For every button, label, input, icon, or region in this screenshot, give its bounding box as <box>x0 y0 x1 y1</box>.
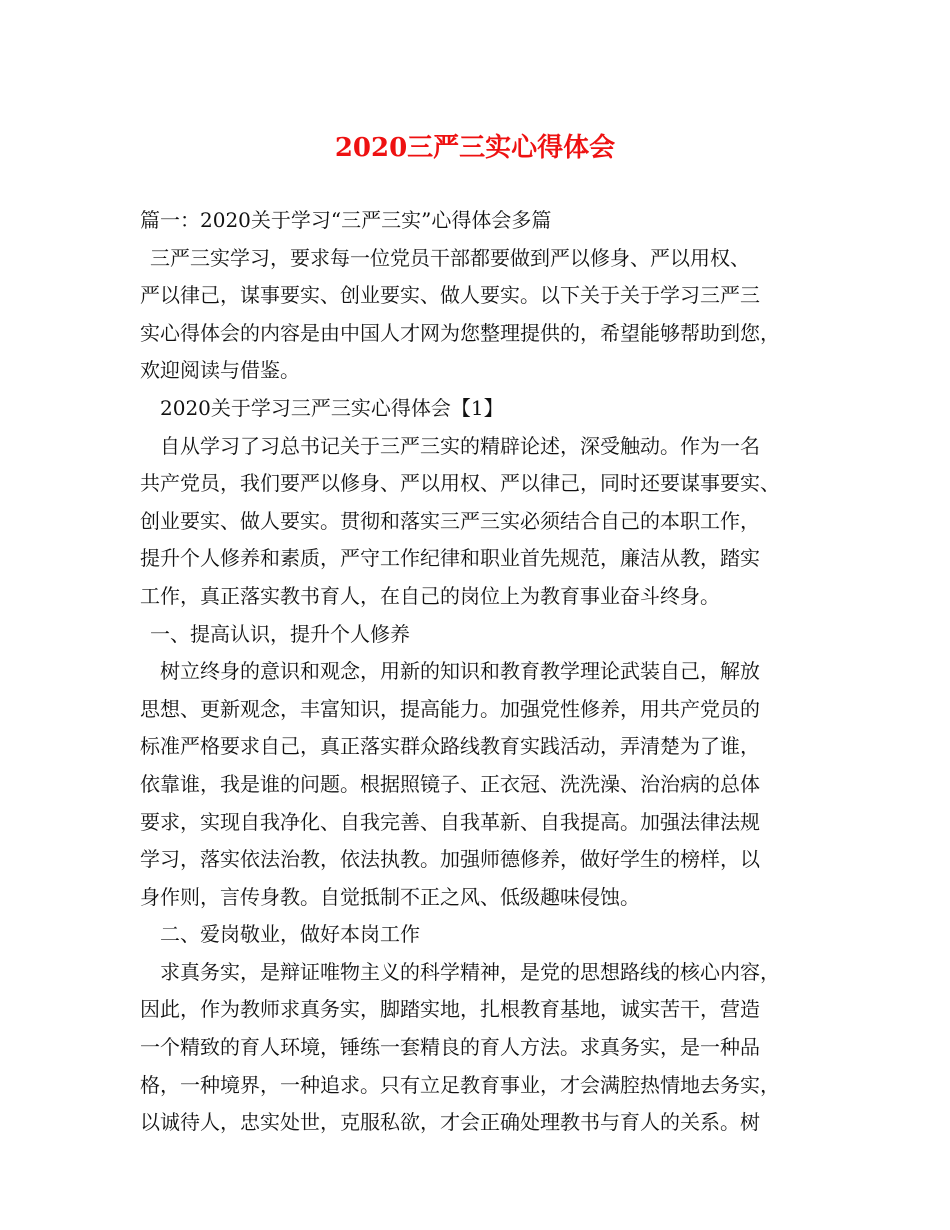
page-title: 2020三严三实心得体会 <box>334 133 616 163</box>
document-body <box>140 202 820 1142</box>
paragraph-line: 思想、更新观念，丰富知识，提高能力。加强党性修养，用共产党员的 <box>140 696 760 721</box>
paragraph-line: 欢迎阅读与借鉴。 <box>140 358 300 383</box>
section-heading: 二、爱岗敬业，做好本岗工作 <box>160 922 420 947</box>
paragraph-line: 因此，作为教师求真务实，脚踏实地，扎根教育基地，诚实苦干，营造 <box>140 997 760 1022</box>
paragraph-line: 要求，实现自我净化、自我完善、自我革新、自我提高。加强法律法规 <box>140 809 760 834</box>
paragraph-line: 树立终身的意识和观念，用新的知识和教育教学理论武装自己，解放 <box>160 659 760 684</box>
paragraph-line: 提升个人修养和素质，严守工作纪律和职业首先规范，廉洁从教，踏实 <box>140 546 760 571</box>
paragraph-line: 严以律己，谋事要实、创业要实、做人要实。以下关于关于学习三严三 <box>140 283 760 308</box>
paragraph-line: 学习，落实依法治教，依法执教。加强师德修养，做好学生的榜样，以 <box>140 847 760 872</box>
paragraph-line: 自从学习了习总书记关于三严三实的精辟论述，深受触动。作为一名 <box>160 433 760 458</box>
paragraph-line: 篇一：2020关于学习“三严三实”心得体会多篇 <box>140 208 552 232</box>
section-heading: 一、提高认识，提升个人修养 <box>150 621 410 646</box>
paragraph-line: 身作则，言传身教。自觉抵制不正之风、低级趣味侵蚀。 <box>140 884 640 909</box>
section-subtitle: 2020关于学习三严三实心得体会【1】 <box>160 395 504 420</box>
paragraph-line: 工作，真正落实教书育人，在自己的岗位上为教育事业奋斗终身。 <box>140 583 720 608</box>
paragraph-line: 实心得体会的内容是由中国人才网为您整理提供的，希望能够帮助到您， <box>140 320 780 345</box>
paragraph-line: 一个精致的育人环境，锤练一套精良的育人方法。求真务实，是一种品 <box>140 1035 760 1060</box>
paragraph-line: 依靠谁，我是谁的问题。根据照镜子、正衣冠、洗洗澡、治治病的总体 <box>140 771 760 796</box>
paragraph-line: 三严三实学习，要求每一位党员干部都要做到严以修身、严以用权、 <box>150 245 750 270</box>
paragraph-line: 格，一种境界，一种追求。只有立足教育事业，才会满腔热情地去务实， <box>140 1072 780 1097</box>
paragraph-line: 以诚待人，忠实处世，克服私欲，才会正确处理教书与育人的关系。树 <box>140 1110 760 1135</box>
paragraph-line: 求真务实，是辩证唯物主义的科学精神，是党的思想路线的核心内容， <box>160 959 780 984</box>
paragraph-line: 标准严格要求自己，真正落实群众路线教育实践活动，弄清楚为了谁， <box>140 734 760 759</box>
paragraph-line: 创业要实、做人要实。贯彻和落实三严三实必须结合自己的本职工作， <box>140 508 760 533</box>
paragraph-line: 共产党员，我们要严以修身、严以用权、严以律己，同时还要谋事要实、 <box>140 471 780 496</box>
